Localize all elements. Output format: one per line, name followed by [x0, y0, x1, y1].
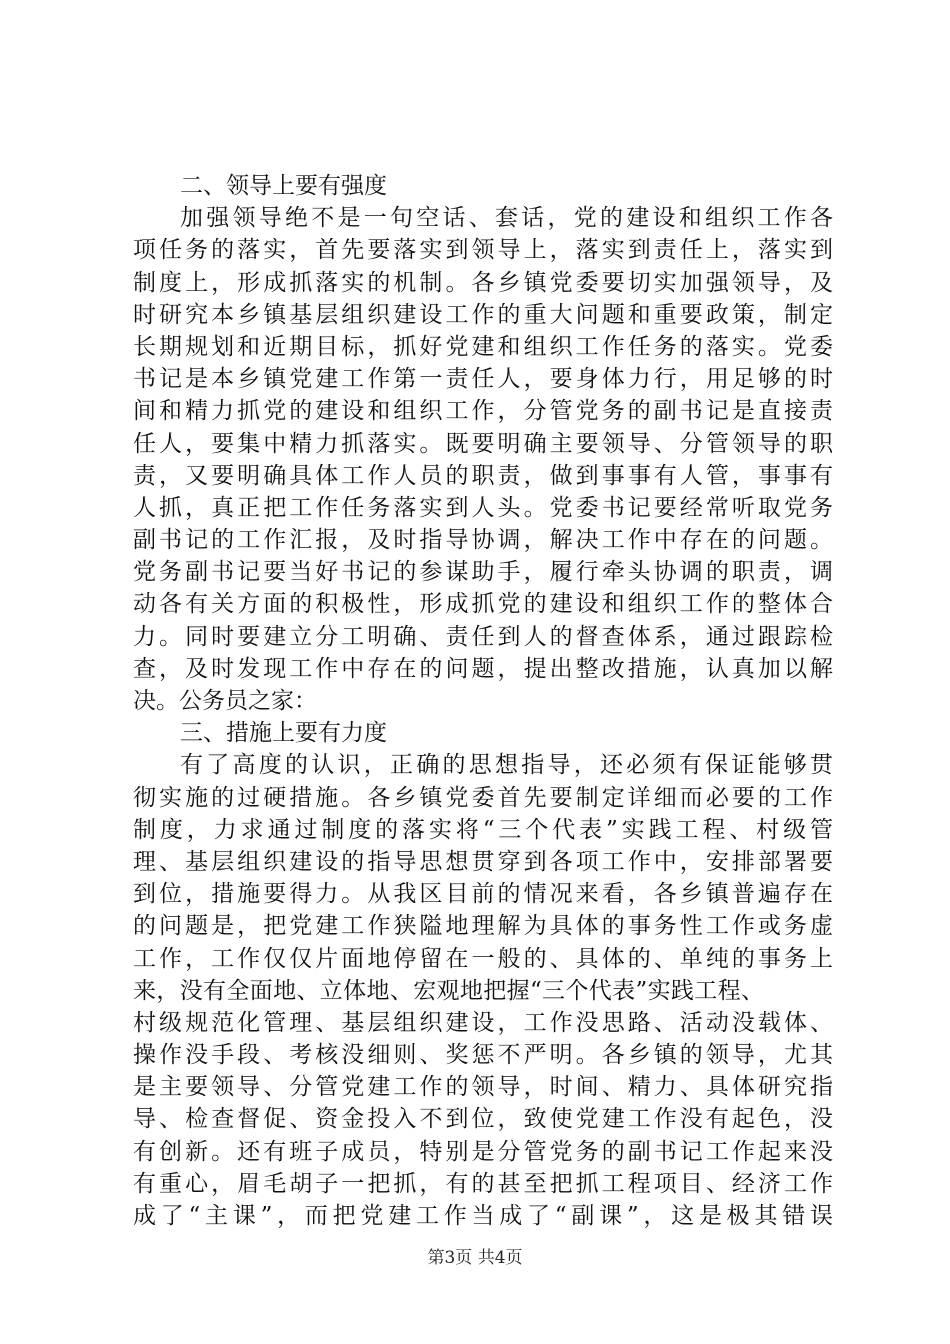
paragraph-line: 来，没有全面地、立体地、宏观地把握“三个代表”实践工程、 [133, 977, 765, 1004]
paragraph-line: 是主要领导、分管党建工作的领导，时间、精力、具体研究指 [133, 1074, 833, 1101]
paragraph-line: 长期规划和近期目标，抓好党建和组织工作任务的落实。党委 [133, 333, 833, 360]
section-heading: 二、领导上要有强度 [180, 173, 387, 199]
paragraph-line: 任人，要集中精力抓落实。既要明确主要领导、分管领导的职 [133, 430, 833, 457]
paragraph-line: 副书记的工作汇报，及时指导协调，解决工作中存在的问题。 [133, 527, 833, 554]
paragraph-line: 制度上，形成抓落实的机制。各乡镇党委要切实加强领导，及 [133, 269, 833, 296]
paragraph-line: 查，及时发现工作中存在的问题，提出整改措施，认真加以解 [133, 655, 833, 682]
paragraph-line: 彻实施的过硬措施。各乡镇党委首先要制定详细而必要的工作 [133, 784, 833, 811]
paragraph-line: 制度，力求通过制度的落实将“三个代表”实践工程、村级管 [133, 816, 833, 843]
document-body [133, 170, 833, 1232]
paragraph-line: 动各有关方面的积极性，形成抓党的建设和组织工作的整体合 [133, 591, 833, 618]
paragraph-line: 工作，工作仅仅片面地停留在一般的、具体的、单纯的事务上 [133, 945, 833, 972]
paragraph-line: 到位，措施要得力。从我区目前的情况来看，各乡镇普遍存在 [133, 881, 833, 908]
paragraph-line: 成了“主课”，而把党建工作当成了“副课”，这是极其错误 [133, 1203, 833, 1229]
paragraph-line: 有了高度的认识，正确的思想指导，还必须有保证能够贯 [180, 752, 833, 779]
paragraph-line: 时研究本乡镇基层组织建设工作的重大问题和重要政策，制定 [133, 301, 833, 328]
paragraph-line: 人抓，真正把工作任务落实到人头。党委书记要经常听取党务 [133, 494, 833, 521]
paragraph-line: 责，又要明确具体工作人员的职责，做到事事有人管，事事有 [133, 462, 833, 489]
page-number-footer: 第3页 共4页 [427, 1248, 523, 1268]
paragraph-line: 项任务的落实，首先要落实到领导上，落实到责任上，落实到 [133, 237, 833, 264]
paragraph-line: 的问题是，把党建工作狭隘地理解为具体的事务性工作或务虚 [133, 913, 833, 940]
paragraph-line: 间和精力抓党的建设和组织工作，分管党务的副书记是直接责 [133, 398, 833, 425]
section-heading: 三、措施上要有力度 [180, 720, 387, 747]
paragraph-line: 导、检查督促、资金投入不到位，致使党建工作没有起色，没 [133, 1106, 833, 1133]
paragraph-line: 有创新。还有班子成员，特别是分管党务的副书记工作起来没 [133, 1138, 833, 1165]
paragraph-line: 决。公务员之家： [133, 688, 317, 714]
paragraph-line: 理、基层组织建设的指导思想贯穿到各项工作中，安排部署要 [133, 848, 833, 875]
paragraph-line: 村级规范化管理、基层组织建设，工作没思路、活动没载体、 [133, 1009, 833, 1036]
paragraph-line: 党务副书记要当好书记的参谋助手，履行牵头协调的职责，调 [133, 559, 833, 586]
paragraph-line: 力。同时要建立分工明确、责任到人的督查体系，通过跟踪检 [133, 623, 833, 650]
paragraph-line: 书记是本乡镇党建工作第一责任人，要身体力行，用足够的时 [133, 366, 833, 393]
paragraph-line: 有重心，眉毛胡子一把抓，有的甚至把抓工程项目、经济工作 [133, 1170, 833, 1197]
paragraph-line: 加强领导绝不是一句空话、套话，党的建设和组织工作各 [180, 205, 833, 232]
paragraph-line: 操作没手段、考核没细则、奖惩不严明。各乡镇的领导，尤其 [133, 1042, 833, 1069]
